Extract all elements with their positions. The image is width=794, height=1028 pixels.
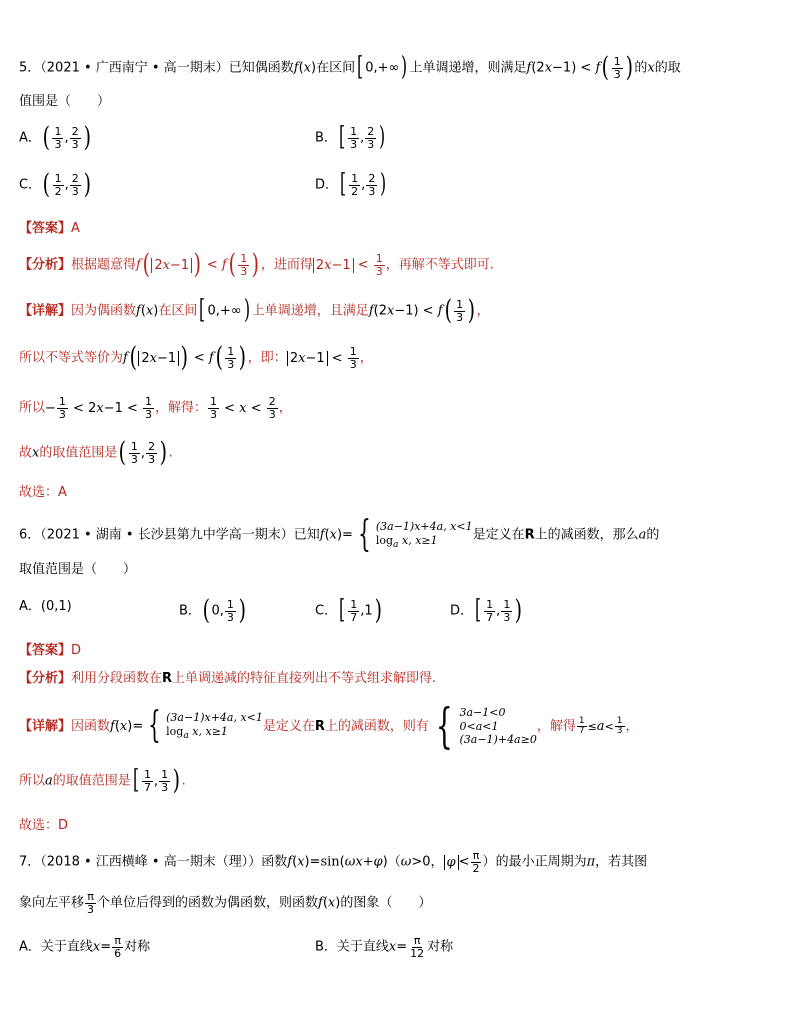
q6-option-b-label: B． — [179, 603, 201, 619]
q6-option-c-label: C． — [315, 603, 338, 619]
q6-detail: 【详解】因函数f(x)= { (3a−1)x+4a, x<1 $\log_a x$, x≥1 是定义在R上的减函数，则有 { 3a−1<0 0<a<1 (3a−1)+4a≥0 ，解得 $\frac{1}{7}$ ≤a< $\frac{1}{3}$ ， — [19, 698, 639, 754]
q5-source: （2021 • 广西南宁 • 高一期末） — [40, 60, 229, 76]
q5-stem: 5．（2021 • 广西南宁 • 高一期末）已知偶函数f(x)在区间[ 0,+∞) 上单调递增，则满足f(2x−1) < f( $\frac{1}{3}$ ) 的x的取 — [19, 52, 681, 83]
q6-option-c: C．[ $\frac{1}{7}$ ,1) — [315, 595, 382, 626]
q5-analysis: 【分析】根据题意得f( 2x−1 ) < f( $\frac{1}{3}$ ) ，进而得 2x−1 < $\frac{1}{3}$ ，再解不等式即可. — [19, 249, 494, 280]
q5-analysis-text-b: ，进而得 — [260, 257, 313, 273]
q5-stem-text-a: 已知偶函数 — [228, 60, 294, 76]
q7-source: （2018 • 江西横峰 • 高一期末（理）） — [40, 854, 262, 870]
q5-stem-line2: 值围是（ ） — [19, 94, 111, 109]
q5-line3-text-a: 所以 — [19, 400, 46, 416]
q5-option-c-label: C． — [19, 177, 42, 193]
q6-stem-text-c: 上的减函数，那么 — [534, 527, 639, 543]
q5-line2-text-b: ，即： — [247, 350, 287, 366]
q7-option-b-suffix: 对称 — [427, 939, 454, 955]
q7-line2-text-a: 象向左平移 — [19, 895, 85, 911]
q6-option-a: A．(0,1) — [19, 599, 72, 614]
q5-option-c: C．( $\frac{1}{2}$ , $\frac{2}{3}$ ) — [19, 169, 91, 200]
q6-detail-text-d: ，解得 — [536, 719, 576, 735]
q5-detail: 【详解】因为偶函数f(x)在区间[ 0,+∞) 上单调递增，且满足f(2x−1) < f( $\frac{1}{3}$ ) ， — [19, 295, 490, 326]
q5-detail-text-c: 上单调递增，且满足 — [251, 303, 369, 319]
q6-stem: 6．（2021 • 湖南 • 长沙县第九中学高一期末）已知f(x)= { (3a−1)x+4a, x<1 $\log_a x$, x≥1 是定义在R上的减函数，那么a的 — [19, 514, 660, 555]
q7-stem-text-b: 的最小正周期为 — [495, 854, 587, 870]
q5-stem-text-b: 在区间 — [316, 60, 356, 76]
q6-stem-text-b: 是定义在 — [472, 527, 525, 543]
q5-answer-value: A — [71, 221, 80, 236]
q5-detail-text-a: 因为偶函数 — [71, 303, 137, 319]
q5-number: 5． — [19, 60, 41, 76]
q5-detail-line2: 所以不等式等价为f( 2x−1 ) < f( $\frac{1}{3}$ ) ，即： 2x−1 < $\frac{1}{3}$ ， — [19, 342, 373, 373]
q7-option-a-label: A．关于直线 — [19, 939, 93, 955]
q6-answer-label: 【答案】 — [19, 643, 72, 658]
q5-stem-text-e: 的取 — [654, 60, 681, 76]
q5-detail-line3: 所以− $\frac{1}{3}$ < 2x−1 < $\frac{1}{3}$ ，解得： $\frac{1}{3}$ < x < $\frac{2}{3}$ ， — [19, 395, 292, 421]
q6-line2-text-a: 所以 — [19, 773, 46, 789]
q6-detail-label: 【详解】 — [19, 719, 72, 735]
q5-option-d-label: D． — [315, 177, 339, 193]
q5-stem-text-c: 上单调递增，则满足 — [409, 60, 527, 76]
q5-detail-line4: 故x的取值范围是( $\frac{1}{3}$ , $\frac{2}{3}$ ) . — [19, 437, 173, 468]
q6-option-a-label: A． — [19, 599, 41, 614]
q5-detail-text-b: 在区间 — [158, 303, 198, 319]
q6-detail-text-a: 因函数 — [71, 719, 111, 735]
q6-analysis-text-b: 上单调递减的特征直接列出不等式组求解即得. — [172, 671, 437, 686]
q7-option-a: A．关于直线x= $\frac{\pi}{6}$ 对称 — [19, 934, 151, 960]
q5-line2-text-a: 所以不等式等价为 — [19, 350, 124, 366]
q5-line4-text-b: 的取值范围是 — [39, 445, 118, 461]
q7-stem-line2: 象向左平移 $\frac{\pi}{3}$ 个单位后得到的函数为偶函数，则函数f(x)的图象（ ） — [19, 890, 432, 916]
q6-analysis: 【分析】利用分段函数在R上单调递减的特征直接列出不等式组求解即得. — [19, 671, 437, 686]
q7-stem-text-c: ，若其图 — [595, 854, 648, 870]
q7-number: 7． — [19, 854, 41, 870]
q6-detail-text-b: 是定义在 — [262, 719, 315, 735]
q6-source: （2021 • 湖南 • 长沙县第九中学高一期末） — [40, 527, 294, 543]
q5-option-a: A．( $\frac{1}{3}$ , $\frac{2}{3}$ ) — [19, 122, 91, 153]
q6-option-d: D．[ $\frac{1}{7}$ , $\frac{1}{3}$ ) — [450, 595, 523, 626]
q6-answer-value: D — [71, 643, 82, 658]
q6-detail-line2: 所以a的取值范围是[ $\frac{1}{7}$ , $\frac{1}{3}$ ) . — [19, 765, 186, 796]
q6-stem-line2: 取值范围是（ ） — [19, 562, 137, 577]
q5-option-a-label: A． — [19, 130, 41, 146]
q6-line2-text-b: 的取值范围是 — [52, 773, 131, 789]
q5-detail-label: 【详解】 — [19, 303, 72, 319]
q7-stem: 7．（2018 • 江西横峰 • 高一期末（理））函数f(x)=sin(ωx+φ)（ω>0， φ < $\frac{\pi}{2}$ ）的最小正周期为π，若其图 — [19, 849, 648, 875]
q6-conclusion: 故选：D — [19, 818, 69, 833]
q7-option-b-label: B．关于直线 — [315, 939, 389, 955]
q5-option-b-label: B． — [315, 130, 337, 146]
q5-line4-text-a: 故 — [19, 445, 33, 461]
q6-detail-text-c: 上的减函数，则有 — [324, 719, 429, 735]
question-7 — [19, 0, 775, 1000]
q5-option-d: D．[ $\frac{1}{2}$ , $\frac{2}{3}$ ) — [315, 169, 387, 200]
q7-stem-text-a: 函数 — [261, 854, 288, 870]
q5-line3-text-b: ，解得： — [155, 400, 208, 416]
q6-option-b: B．( 0, $\frac{1}{3}$ ) — [179, 595, 246, 626]
q6-stem-text-a: 已知 — [293, 527, 320, 543]
q5-analysis-text-a: 根据题意得 — [71, 257, 137, 273]
q6-stem-text-d: 的 — [646, 527, 660, 543]
q5-conclusion: 故选：A — [19, 485, 67, 500]
q5-stem-text-d: 的 — [634, 60, 648, 76]
q7-option-b: B．关于直线x= $\frac{\pi}{12}$ 对称 — [315, 934, 454, 960]
q6-analysis-text-a: 利用分段函数在 — [71, 671, 163, 686]
q6-number: 6． — [19, 527, 41, 543]
q7-option-a-suffix: 对称 — [124, 939, 151, 955]
q6-analysis-label: 【分析】 — [19, 671, 72, 686]
q5-option-b: B．[ $\frac{1}{3}$ , $\frac{2}{3}$ ) — [315, 122, 386, 153]
q5-analysis-text-c: ，再解不等式即可. — [385, 257, 494, 273]
q7-line2-text-b: 个单位后得到的函数为偶函数，则函数 — [97, 895, 319, 911]
q5-analysis-label: 【分析】 — [19, 257, 72, 273]
q6-option-d-label: D． — [450, 603, 474, 619]
q5-answer-label: 【答案】 — [19, 221, 72, 236]
q7-line2-text-c: 的图象（ ） — [340, 895, 432, 911]
